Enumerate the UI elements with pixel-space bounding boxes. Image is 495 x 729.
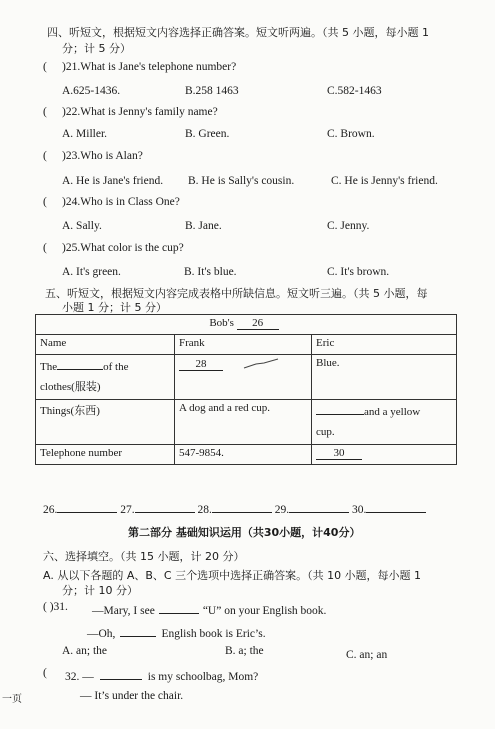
row-things-label: Things(东西) (36, 400, 175, 445)
row-phone-frank: 547-9854. (175, 445, 312, 465)
question-paren: ( (43, 242, 47, 254)
option-a[interactable]: A. It's green. (62, 266, 121, 278)
option-a[interactable]: A. He is Jane's friend. (62, 175, 164, 187)
row-phone-eric (312, 445, 457, 465)
option-a[interactable]: A.625-1436. (62, 85, 121, 97)
header-frank: Frank (175, 335, 312, 355)
section5-title-line1: 五、听短文，根据短文内容完成表格中所缺信息。短文听三遍。（共 5 小题，每 (45, 287, 428, 300)
header-eric: Eric (312, 335, 457, 355)
answer-29-num: 29. (274, 504, 290, 516)
question-24: )24.Who is in Class One? (62, 196, 180, 208)
question-paren: ( (43, 150, 47, 162)
blank-28[interactable]: 28 (179, 358, 223, 371)
option-c[interactable]: C. It's brown. (327, 266, 390, 278)
option-b[interactable]: B. Jane. (185, 220, 222, 232)
section4-title-line2: 分；计 5 分） (62, 42, 131, 55)
question-32-paren: ( (43, 667, 47, 679)
option-b[interactable]: B.258 1463 (185, 85, 239, 97)
table-title: Bob's 26 (36, 315, 457, 335)
question-21: )21.What is Jane's telephone number? (62, 61, 237, 73)
row-clothes-frank (175, 355, 312, 400)
answer-28-num: 28. (197, 504, 212, 516)
option-b[interactable]: B. Green. (185, 128, 230, 140)
option-c[interactable]: C. Brown. (327, 128, 375, 140)
row-things-frank: A dog and a red cup. (175, 400, 312, 445)
question-22: )22.What is Jenny's family name? (62, 106, 218, 118)
blank-29[interactable] (316, 402, 364, 415)
section4-title-line1: 四、听短文，根据短文内容选择正确答案。短文听两遍。（共 5 小题，每小题 1 (47, 26, 429, 39)
info-table (35, 314, 457, 465)
blank-27[interactable] (57, 357, 103, 370)
option-c[interactable]: C. He is Jenny's friend. (331, 175, 438, 187)
section5-title-line2: 小题 1 分；计 5 分） (62, 301, 167, 314)
header-name: Name (36, 335, 175, 355)
option-b[interactable]: B. It's blue. (184, 266, 237, 278)
answer-30-blank[interactable] (366, 500, 426, 513)
question-31-line1: —Mary, I see “U” on your English book. (92, 601, 326, 617)
question-31-line2: —Oh, English book is Eric’s. (87, 624, 266, 640)
question-25: )25.What color is the cup? (62, 242, 184, 254)
section6-title: 六、选择填空。（共 15 小题，计 20 分） (43, 550, 245, 563)
row-clothes-label: The of the clothes(服装) (36, 355, 175, 400)
blank-26[interactable]: 26 (237, 317, 279, 330)
option-a[interactable]: A. Sally. (62, 220, 102, 232)
blank-30[interactable]: 30 (316, 447, 362, 460)
answer-26-blank[interactable] (57, 500, 117, 513)
answer-28-blank[interactable] (212, 500, 272, 513)
section6-sub-a-line1: A. 从以下各题的 A、B、C 三个选项中选择正确答案。（共 10 小题，每小题 1 (43, 569, 422, 582)
pen-scribble (242, 357, 282, 371)
row-phone-label: Telephone number (36, 445, 175, 465)
option-a[interactable]: A. an; the (62, 645, 108, 657)
part2-title: 第二部分 基础知识运用（共30小题，计40分） (128, 526, 361, 539)
question-31-blank1[interactable] (159, 601, 199, 614)
option-a[interactable]: A. Miller. (62, 128, 108, 140)
answer-26-num: 26. (43, 504, 58, 516)
option-c[interactable]: C. an; an (346, 649, 388, 661)
question-32-blank[interactable] (100, 667, 142, 680)
question-31-blank2[interactable] (120, 624, 156, 637)
answer-30-num: 30. (352, 504, 367, 516)
question-23: )23.Who is Alan? (62, 150, 143, 162)
option-b[interactable]: B. a; the (225, 645, 264, 657)
option-c[interactable]: C.582-1463 (327, 85, 382, 97)
section6-sub-a-line2: 分；计 10 分） (62, 584, 138, 597)
question-paren: ( (43, 61, 47, 73)
row-things-eric: and a yellow cup. (312, 400, 457, 445)
question-31-paren: ( )31. (43, 601, 68, 613)
question-paren: ( (43, 106, 47, 118)
answer-line (43, 500, 426, 516)
answer-27-blank[interactable] (135, 500, 195, 513)
question-32-line1: 32. — is my schoolbag, Mom? (65, 667, 258, 683)
row-clothes-eric: Blue. (312, 355, 457, 400)
option-b[interactable]: B. He is Sally's cousin. (188, 175, 295, 187)
answer-29-blank[interactable] (289, 500, 349, 513)
question-paren: ( (43, 196, 47, 208)
margin-page-text: 一页 (2, 694, 22, 705)
option-c[interactable]: C. Jenny. (327, 220, 370, 232)
question-32-line2: — It’s under the chair. (80, 690, 184, 702)
answer-27-num: 27. (120, 504, 135, 516)
